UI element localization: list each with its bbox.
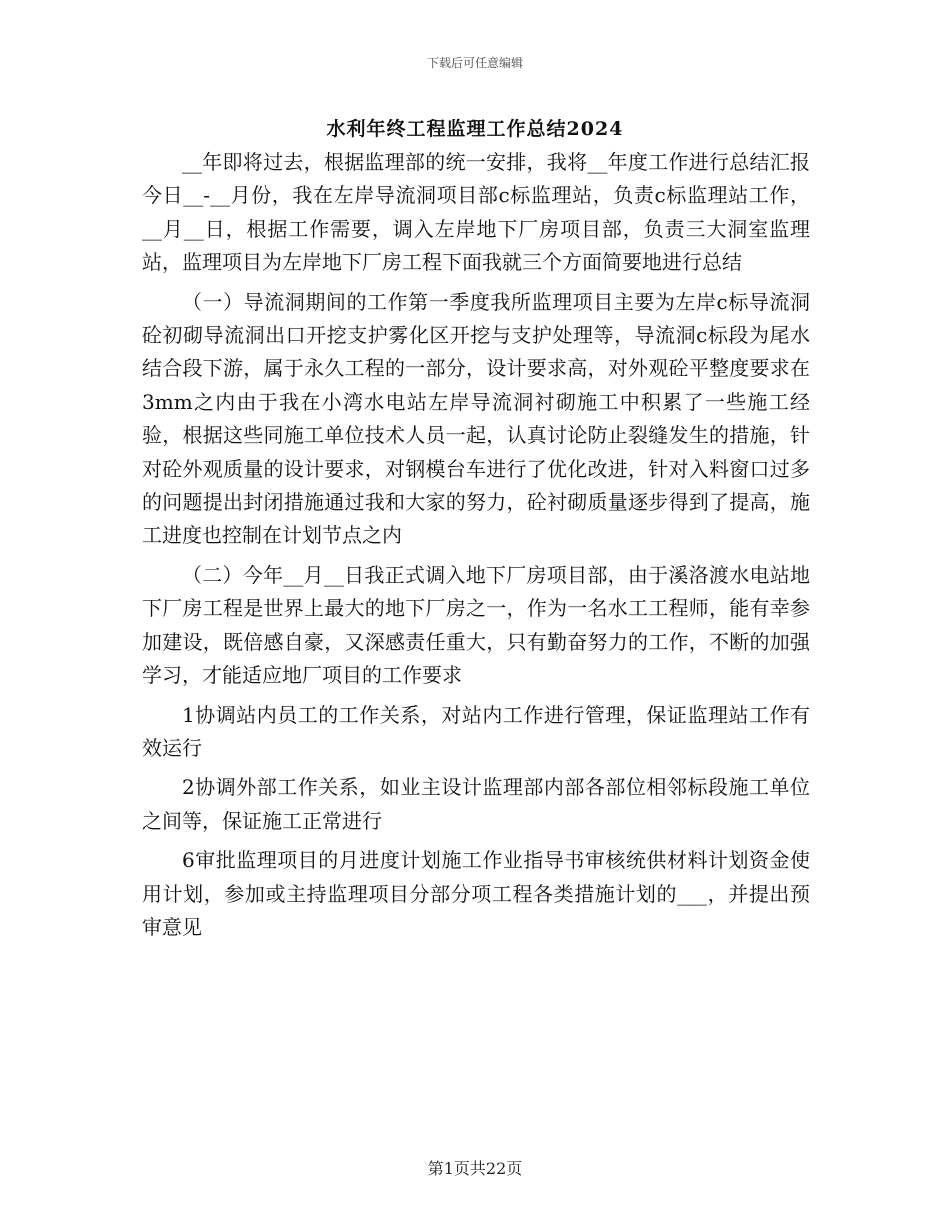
document-title: 水利年终工程监理工作总结2024: [326, 118, 624, 140]
header-note: 下载后可任意编辑: [426, 56, 523, 70]
paragraph-item-1: 1协调站内员工的工作关系，对站内工作进行管理，保证监理站工作有效运行: [142, 702, 810, 760]
paragraph-section-1: （一）导流洞期间的工作第一季度我所监理项目主要为左岸c标导流洞砼初砌导流洞出口开挖支护雾化区开挖与支护处理等，导流洞c标段为尾水结合段下游，属于永久工程的一部分，设计要求高，对外观砼平整度要求在3mm之内由于我在小湾水电站左岸导流洞衬砌施工中积累了一些施工经验，根据这些同施工单位技术人员一起，认真讨论防止裂缝发生的措施，针对砼外观质量的设计要求，对钢模台车进行了优化改进，针对入料窗口过多的问题提出封闭措施通过我和大家的努力，砼衬砌质量逐步得到了提高，施工进度也控制在计划节点之内: [142, 289, 810, 548]
document-body: [142, 146, 810, 944]
paragraph-section-2: （二）今年__月__日我正式调入地下厂房项目部，由于溪洛渡水电站地下厂房工程是世界上最大的地下厂房之一，作为一名水工工程师，能有幸参加建设，既倍感自豪，又深感责任重大，只有勤奋努力的工作，不断的加强学习，才能适应地厂项目的工作要求: [142, 562, 810, 688]
paragraph-item-6: 6审批监理项目的月进度计划施工作业指导书审核统供材料计划资金使用计划，参加或主持监理项目分部分项工程各类措施计划的___，并提出预审意见: [142, 848, 810, 939]
page-number: 第1页共22页: [427, 1159, 523, 1178]
paragraph-intro: __年即将过去，根据监理部的统一安排，我将__年度工作进行总结汇报今日__-__月份，我在左岸导流洞项目部c标监理站，负责c标监理站工作，__月__日，根据工作需要，调入左岸地下厂房项目部，负责三大洞室监理站，监理项目为左岸地下厂房工程下面我就三个方面简要地进行总结: [142, 150, 810, 275]
paragraph-item-2: 2协调外部工作关系，如业主设计监理部内部各部位相邻标段施工单位之间等，保证施工正常进行: [142, 775, 810, 833]
